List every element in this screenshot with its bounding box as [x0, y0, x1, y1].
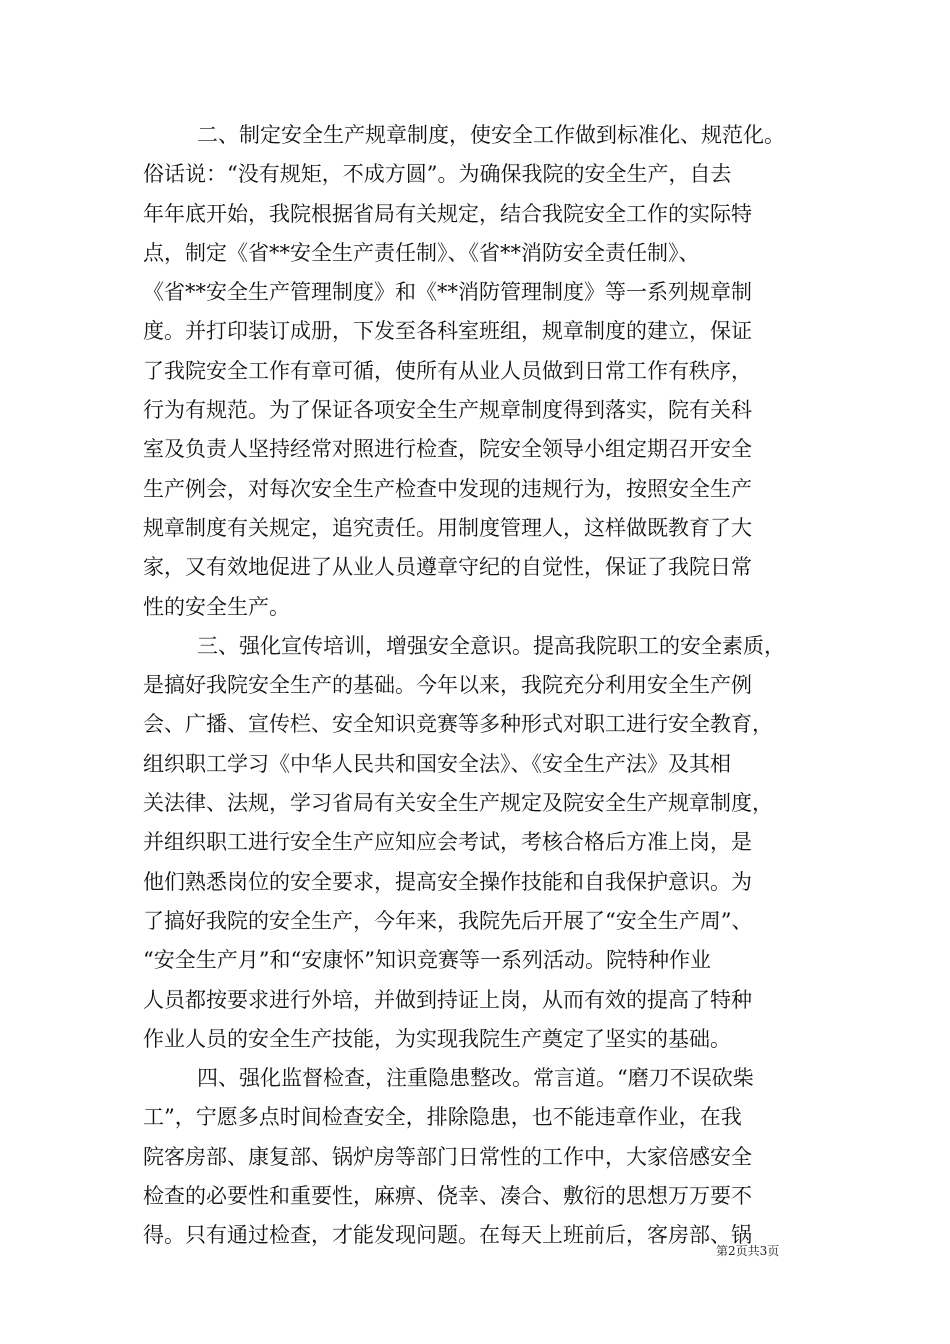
- text-line: 工”，宁愿多点时间检查安全，排除隐患，也不能违章作业，在我: [143, 1105, 742, 1130]
- text-line: 三、强化宣传培训，增强安全意识。提高我院职工的安全素质，: [197, 633, 785, 658]
- text-line: 生产例会，对每次安全生产检查中发现的违规行为，按照安全生产: [143, 476, 752, 501]
- text-line: 作业人员的安全生产技能，为实现我院生产奠定了坚实的基础。: [143, 1026, 731, 1051]
- text-line: 行为有规范。为了保证各项安全生产规章制度得到落实，院有关科: [143, 398, 752, 423]
- text-line: 并组织职工进行安全生产应知应会考试，考核合格后方准上岗，是: [143, 830, 752, 855]
- text-line: 俗话说：“没有规矩，不成方圆”。为确保我院的安全生产，自去: [143, 162, 732, 187]
- text-line: 组织职工学习《中华人民共和国安全法》、《安全生产法》及其相: [143, 751, 731, 776]
- text-line: 规章制度有关规定，追究责任。用制度管理人，这样做既教育了大: [143, 515, 752, 540]
- text-line: 他们熟悉岗位的安全要求，提高安全操作技能和自我保护意识。为: [143, 869, 752, 894]
- text-line: 是搞好我院安全生产的基础。今年以来，我院充分利用安全生产例: [143, 673, 752, 698]
- body-text: [143, 116, 813, 1256]
- text-line: 检查的必要性和重要性，麻痹、侥幸、凑合、敷衍的思想万万要不: [143, 1184, 752, 1209]
- text-line: 关法律、法规，学习省局有关安全生产规定及院安全生产规章制度，: [143, 791, 773, 816]
- text-line: 室及负责人坚持经常对照进行检查，院安全领导小组定期召开安全: [143, 437, 752, 462]
- text-line: 得。只有通过检查，才能发现问题。在每天上班前后，客房部、锅: [143, 1223, 752, 1248]
- text-line: 度。并打印装订成册，下发至各科室班组，规章制度的建立，保证: [143, 319, 752, 344]
- text-line: 点，制定《省**安全生产责任制》、《省**消防安全责任制》、: [143, 240, 700, 265]
- text-line: 二、制定安全生产规章制度，使安全工作做到标准化、规范化。: [197, 123, 785, 147]
- text-line: “安全生产月”和“安康怀”知识竞赛等一系列活动。院特种作业: [143, 948, 711, 973]
- text-line: 会、广播、宣传栏、安全知识竞赛等多种形式对职工进行安全教育，: [143, 712, 773, 737]
- text-line: 家，又有效地促进了从业人员遵章守纪的自觉性，保证了我院日常: [143, 555, 752, 580]
- text-line: 《省**安全生产管理制度》和《**消防管理制度》等一系列规章制: [143, 280, 752, 305]
- text-line: 年年底开始，我院根据省局有关规定，结合我院安全工作的实际特: [143, 201, 752, 226]
- text-line: 人员都按要求进行外培，并做到持证上岗，从而有效的提高了特种: [143, 987, 752, 1012]
- text-line: 了搞好我院的安全生产，今年来，我院先后开展了“安全生产周”、: [143, 908, 753, 933]
- text-line: 院客房部、康复部、锅炉房等部门日常性的工作中，大家倍感安全: [143, 1144, 752, 1169]
- text-line: 了我院安全工作有章可循，使所有从业人员做到日常工作有秩序，: [143, 358, 752, 383]
- text-line: 性的安全生产。: [143, 594, 290, 619]
- page-number-footer: 第2页共3页: [716, 1244, 780, 1258]
- text-line: 四、强化监督检查，注重隐患整改。常言道。“磨刀不误砍柴: [197, 1066, 754, 1091]
